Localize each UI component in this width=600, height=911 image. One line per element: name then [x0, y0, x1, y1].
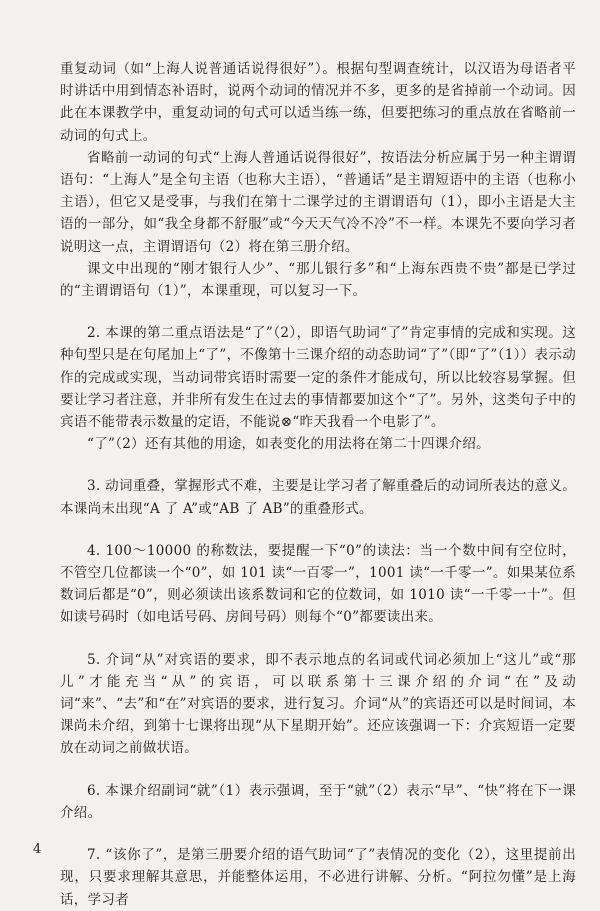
paragraph-point-5: 5. 介词“从”对宾语的要求，即不表示地点的名词或代词必须加上“这儿”或“那儿”才能充当“从”的宾语，可以联系第十三课介绍的介词“在”及动词“来”、“去”和“在”对宾语的要求，进行复习。介词“从”的宾语还可以是时间词，本课尚未介绍，到第十七课将出现“从下星期开始”。还应该强调一下：介宾短语一定要放在动词之前做状语。: [60, 651, 576, 757]
paragraph-review: 课文中出现的“刚才银行人少”、“那儿银行多”和“上海东西贵不贵”都是已学过的“主谓谓语句（1）”，本课重现，可以复习一下。: [60, 260, 576, 300]
paragraph-repeat-verb: 重复动词（如“上海人说普通话说得很好”）。根据句型调查统计，以汉语为母语者平时讲话中用到情态补语时，说两个动词的情况并不多，更多的是省掉前一个动词。因此在本课教学中，重复动词的句式可以适当练一练，但要把练习的重点放在省略前一动词的句式上。: [60, 61, 576, 144]
paragraph-point-6: 6. 本课介绍副词“就”（1）表示强调，至于“就”（2）表示“早”、“快”将在下一课介绍。: [60, 782, 576, 821]
page-number: 4: [33, 842, 42, 857]
page-body: [60, 58, 576, 911]
paragraph-point-2: 2. 本课的第二重点语法是“了”（2），即语气助词“了”肯定事情的完成和实现。这种句型只是在句尾加上“了”，不像第十三课介绍的动态助词“了”（即“了”（1））表示动作的完成或实现，当动词带宾语时需要一定的条件才能成句，所以比较容易掌握。但要让学习者注意，并非所有发生在过去的事情都要加这个“了”。另外，这类句子中的宾语不能带表示数量的定语，不能说⊗“昨天我看一个电影了”。: [60, 325, 576, 431]
paragraph-point-3: 3. 动词重叠，掌握形式不难，主要是让学习者了解重叠后的动词所表达的意义。本课尚未出现“A 了 A”或“AB 了 AB”的重叠形式。: [60, 478, 576, 517]
paragraph-point-4: 4. 100～10000 的称数法，要提醒一下“0”的读法：当一个数中间有空位时，不管空几位都读一个“0”，如 101 读“一百零一”，1001 读“一千零一”。如果某位系数词后都是“0”，则必须读出该系数词和它的位数词，如 1010 读“一千零一十”。但如读号码时（如电话号码、房间号码）则每个“0”都要读出来。: [60, 542, 576, 626]
paragraph-le-usage: “了”（2）还有其他的用途，如表变化的用法将在第二十四课介绍。: [87, 436, 490, 453]
paragraph-omit-verb: 省略前一动词的句式“上海人普通话说得很好”，按语法分析应属于另一种主谓谓语句：“上海人”是全句主语（也称大主语），“普通话”是主谓短语中的主语（也称小主语），但它又是受事，与我们在第十二课学过的主谓谓语句（1），即小主语是大主语的一部分，如“我全身都不舒服”或“今天天气冷不冷”不一样。本课先不要向学习者说明这一点，主谓谓语句（2）将在第三册介绍。: [60, 149, 576, 255]
paragraph-point-7: 7. “该你了”，是第三册要介绍的语气助词“了”表情况的变化（2），这里提前出现，只要求理解其意思，并能整体运用，不必进行讲解、分析。“阿拉勿懂”是上海话，学习者: [60, 847, 576, 908]
